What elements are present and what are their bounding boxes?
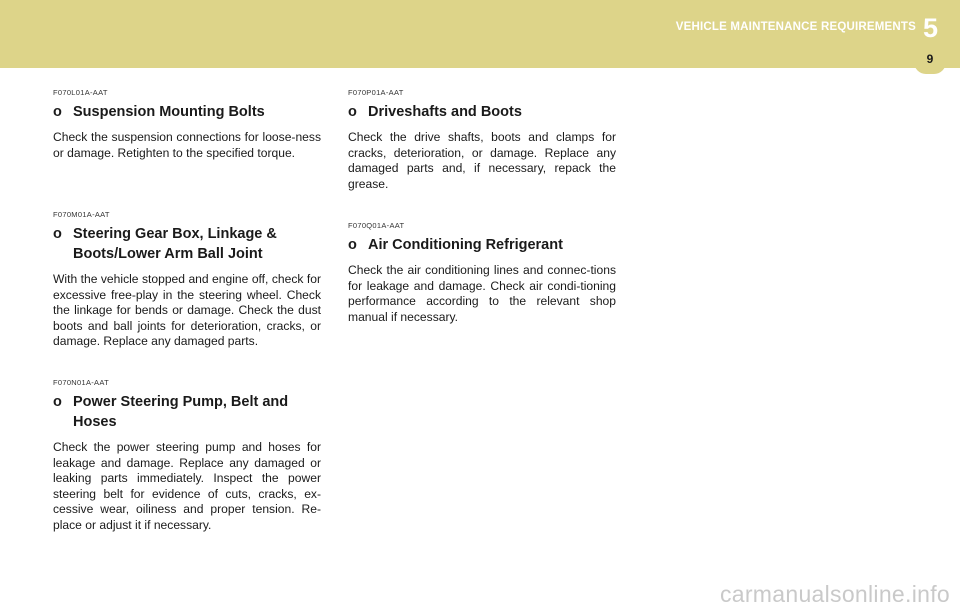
section-code: F070L01A-AAT [53,88,108,97]
bullet-marker: o [53,394,62,410]
section-power-steering-pump [53,378,321,534]
section-body: With the vehicle stopped and engine off, check for excessive free-play in the steering wheel. Check the linkage for bends or damage. Check the dust boots and ball joints for deterioration, cracks, or damage. Replace any damaged parts. [53,272,321,349]
bullet-marker: o [348,104,357,120]
section-driveshafts-and-boots [348,88,616,192]
section-body: Check the air conditioning lines and connec-tions for leakage and damage. Check air condi-tioning performance according to the relevant shop manual if necessary. [348,263,616,324]
section-code: F070P01A-AAT [348,88,404,97]
header-band [0,0,960,68]
section-title: Suspension Mounting Bolts [73,104,265,120]
section-title: Driveshafts and Boots [368,104,522,120]
watermark: carmanualsonline.info [719,581,950,607]
section-body: Check the suspension connections for loose-ness or damage. Retighten to the specified torque. [53,130,321,160]
bullet-marker: o [53,104,62,120]
section-code: F070N01A-AAT [53,378,109,387]
section-title: Steering Gear Box, Linkage & Boots/Lower Arm Ball Joint [73,226,277,262]
section-code: F070Q01A-AAT [348,221,405,230]
section-title: Power Steering Pump, Belt and Hoses [73,394,289,430]
bullet-marker: o [53,226,62,242]
section-steering-gear-box [53,210,321,350]
chapter-title: VEHICLE MAINTENANCE REQUIREMENTS [675,21,916,33]
section-suspension-mounting-bolts [53,88,321,161]
section-body: Check the power steering pump and hoses for leakage and damage. Replace any damaged or leaking parts immediately. Inspect the power steering belt for evidence of cuts, cracks, ex-cessive wear, oiliness and proper tension. Re-place or adjust it if necessary. [53,440,321,532]
page-number: 9 [926,52,934,66]
section-title: Air Conditioning Refrigerant [368,237,563,253]
section-heading [348,235,616,255]
section-heading [53,224,321,264]
section-code: F070M01A-AAT [53,210,110,219]
section-heading [348,102,616,122]
section-heading [53,102,321,122]
section-body: Check the drive shafts, boots and clamps for cracks, deterioration, or damage. Replace any damaged parts and, if necessary, repack the grease. [348,130,616,191]
chapter-number: 5 [922,13,938,43]
bullet-marker: o [348,237,357,253]
section-heading [53,392,321,432]
section-air-conditioning-refrigerant [348,221,616,325]
